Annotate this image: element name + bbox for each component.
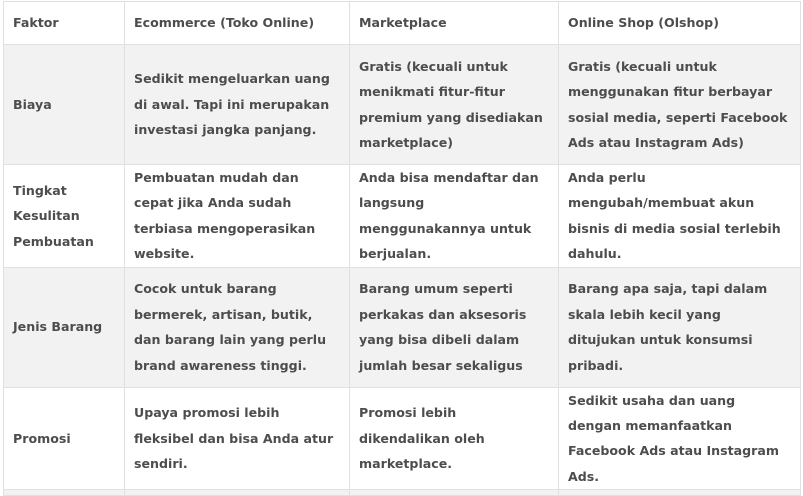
empty-cell [559, 490, 801, 496]
table-row [4, 165, 801, 268]
olshop-cell: Sedikit usaha dan uang dengan memanfaatkan Facebook Ads atau Instagram Ads. [559, 387, 801, 490]
comparison-table [3, 1, 801, 496]
marketplace-cell: Promosi lebih dikendalikan oleh marketplace. [350, 387, 559, 490]
factor-cell: Biaya [4, 45, 125, 165]
factor-cell: Jenis Barang [4, 267, 125, 387]
ecommerce-cell: Pembuatan mudah dan cepat jika Anda sudah terbiasa mengoperasikan website. [125, 165, 350, 268]
table-header-row [4, 2, 801, 45]
header-online-shop: Online Shop (Olshop) [559, 2, 801, 45]
olshop-cell: Anda perlu mengubah/membuat akun bisnis di media sosial terlebih dahulu. [559, 165, 801, 268]
marketplace-cell: Gratis (kecuali untuk menikmati fitur-fitur premium yang disediakan marketplace) [350, 45, 559, 165]
table-row [4, 387, 801, 490]
empty-cell [350, 490, 559, 496]
header-marketplace: Marketplace [350, 2, 559, 45]
ecommerce-cell: Cocok untuk barang bermerek, artisan, butik, dan barang lain yang perlu brand awareness tinggi. [125, 267, 350, 387]
table-row [4, 45, 801, 165]
factor-cell: Tingkat Kesulitan Pembuatan [4, 165, 125, 268]
olshop-cell: Gratis (kecuali untuk menggunakan fitur berbayar sosial media, seperti Facebook Ads atau Instagram Ads) [559, 45, 801, 165]
table-row-cutoff [4, 490, 801, 496]
header-faktor: Faktor [4, 2, 125, 45]
header-ecommerce: Ecommerce (Toko Online) [125, 2, 350, 45]
ecommerce-cell: Sedikit mengeluarkan uang di awal. Tapi ini merupakan investasi jangka panjang. [125, 45, 350, 165]
ecommerce-cell: Upaya promosi lebih fleksibel dan bisa Anda atur sendiri. [125, 387, 350, 490]
empty-cell [125, 490, 350, 496]
marketplace-cell: Barang umum seperti perkakas dan aksesoris yang bisa dibeli dalam jumlah besar sekaligus [350, 267, 559, 387]
table-row [4, 267, 801, 387]
marketplace-cell: Anda bisa mendaftar dan langsung menggunakannya untuk berjualan. [350, 165, 559, 268]
empty-cell [4, 490, 125, 496]
factor-cell: Promosi [4, 387, 125, 490]
olshop-cell: Barang apa saja, tapi dalam skala lebih kecil yang ditujukan untuk konsumsi pribadi. [559, 267, 801, 387]
